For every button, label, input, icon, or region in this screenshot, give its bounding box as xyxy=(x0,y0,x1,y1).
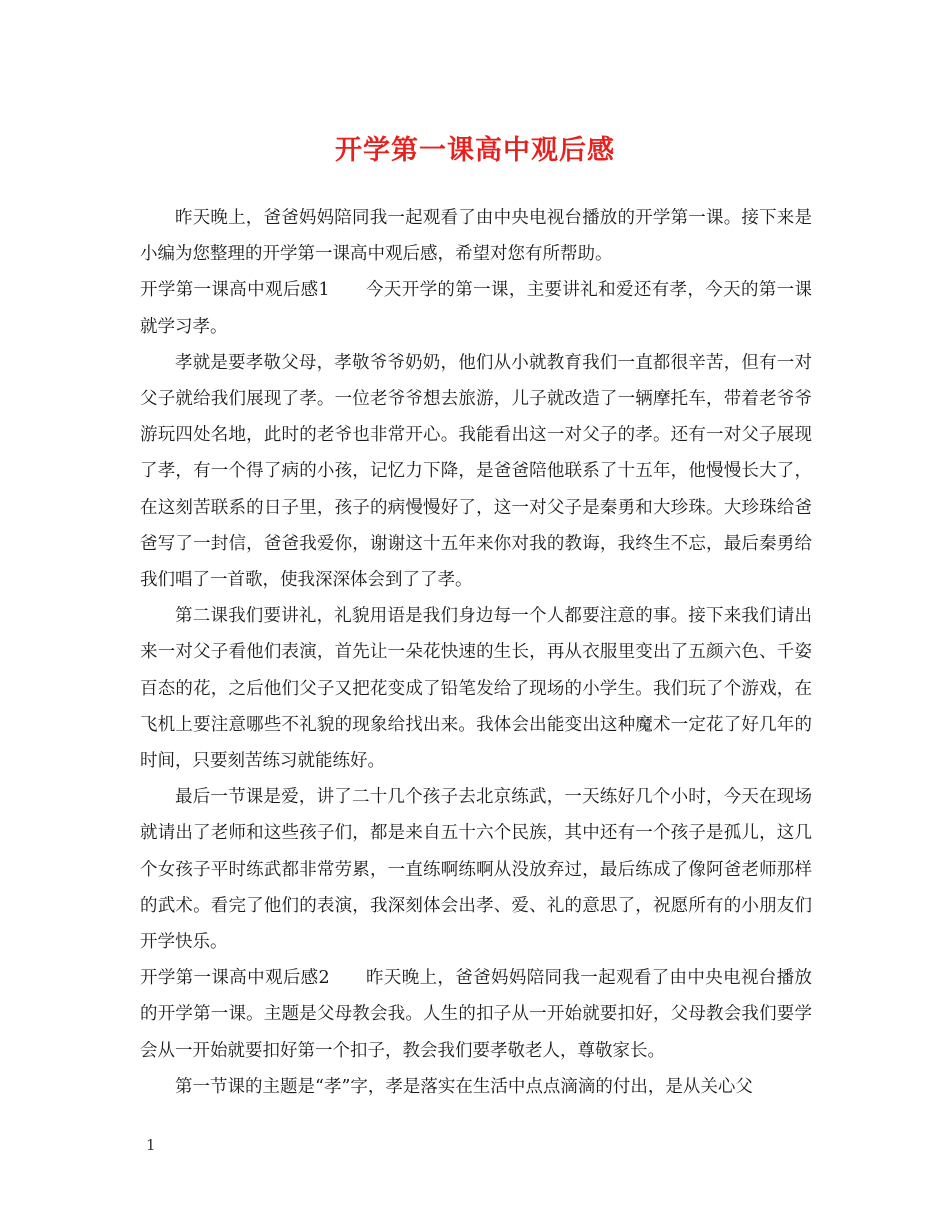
section-2 xyxy=(140,960,812,1069)
section-1-text: 今天开学的第一课，主要讲礼和爱还有孝，今天的第一课就学习孝。 xyxy=(140,280,812,337)
paragraph-love: 最后一节课是爱，讲了二十几个孩子去北京练武，一天练好几个小时，今天在现场就请出了老师和这些孩子们，都是来自五十六个民族，其中还有一个孩子是孤儿，这几个女孩子平时练武都非常劳累，一直练啊练啊从没放弃过，最后练成了像阿爸老师那样的武术。看完了他们的表演，我深刻体会出孝、爱、礼的意思了，祝愿所有的小朋友们开学快乐。 xyxy=(140,787,812,953)
section-2-text: 昨天晚上，爸爸妈妈陪同我一起观看了由中央电视台播放的开学第一课。主题是父母教会我。人生的扣子从一开始就要扣好，父母教会我们要学会从一开始就要扣好第一个扣子，教会我们要孝敬老人，尊敬家长。 xyxy=(140,968,812,1061)
paragraph-intro: 昨天晚上，爸爸妈妈陪同我一起观看了由中央电视台播放的开学第一课。接下来是小编为您整理的开学第一课高中观后感，希望对您有所帮助。 xyxy=(140,208,812,265)
section-2-heading: 开学第一课高中观后感2 xyxy=(140,968,330,989)
paragraph-filial-piety: 孝就是要孝敬父母，孝敬爷爷奶奶，他们从小就教育我们一直都很辛苦，但有一对父子就给我们展现了孝。一位老爷爷想去旅游，儿子就改造了一辆摩托车，带着老爷爷游玩四处名地，此时的老爷也非常开心。我能看出这一对父子的孝。还有一对父子展现了孝，有一个得了病的小孩，记忆力下降，是爸爸陪他联系了十五年，他慢慢长大了，在这刻苦联系的日子里，孩子的病慢慢好了，这一对父子是秦勇和大珍珠。大珍珠给爸爸写了一封信，爸爸我爱你，谢谢这十五年来你对我的教诲，我终生不忘，最后秦勇给我们唱了一首歌，使我深深体会到了了孝。 xyxy=(140,352,812,591)
document-title: 开学第一课高中观后感 xyxy=(335,135,615,166)
section-1-heading: 开学第一课高中观后感1 xyxy=(140,280,330,301)
page-number: 1 xyxy=(146,1136,156,1154)
document-body xyxy=(140,200,812,1105)
paragraph-etiquette: 第二课我们要讲礼，礼貌用语是我们身边每一个人都要注意的事。接下来我们请出来一对父子看他们表演，首先让一朵花快速的生长，再从衣服里变出了五颜六色、千姿百态的花，之后他们父子又把花变成了铅笔发给了现场的小学生。我们玩了个游戏，在飞机上要注意哪些不礼貌的现象给找出来。我体会出能变出这种魔术一定花了好几年的时间，只要刻苦练习就能练好。 xyxy=(140,606,812,772)
section-1 xyxy=(140,272,812,344)
paragraph-first-lesson: 第一节课的主题是“孝”字，孝是落实在生活中点点滴滴的付出，是从关心父 xyxy=(175,1076,753,1097)
